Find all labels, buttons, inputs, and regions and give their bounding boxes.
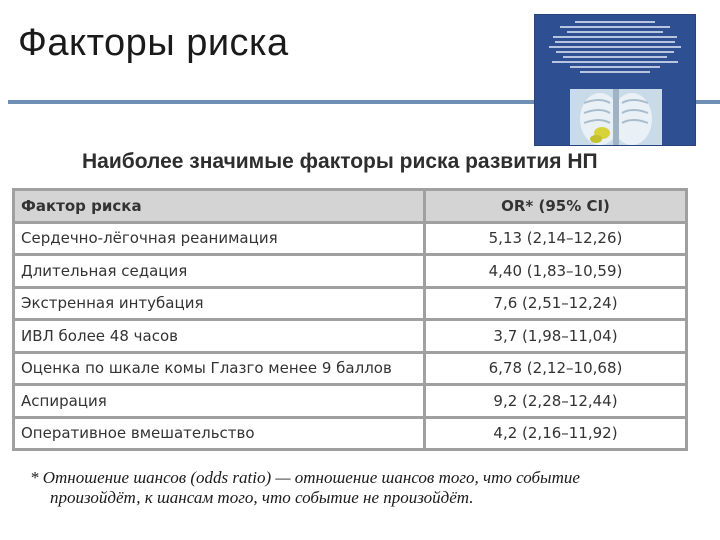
- column-header-or: OR* (95% CI): [426, 191, 685, 224]
- column-header-factor: Фактор риска: [15, 191, 426, 224]
- book-cover-image: [534, 14, 696, 146]
- factor-cell: Аспирация: [15, 386, 426, 419]
- or-cell: 3,7 (1,98–11,04): [426, 321, 685, 354]
- or-cell: 4,2 (2,16–11,92): [426, 419, 685, 449]
- table-row: [15, 256, 685, 289]
- or-cell: 9,2 (2,28–12,44): [426, 386, 685, 419]
- footnote: [30, 468, 700, 508]
- or-cell: 7,6 (2,51–12,24): [426, 289, 685, 322]
- factor-cell: Оперативное вмешательство: [15, 419, 426, 449]
- risk-factor-table: [12, 188, 688, 451]
- cover-text-lines: [545, 21, 685, 76]
- table-row: [15, 289, 685, 322]
- or-cell: 6,78 (2,12–10,68): [426, 354, 685, 387]
- table-row: [15, 224, 685, 257]
- factor-cell: Экстренная интубация: [15, 289, 426, 322]
- or-cell: 5,13 (2,14–12,26): [426, 224, 685, 257]
- factor-cell: ИВЛ более 48 часов: [15, 321, 426, 354]
- factor-cell: Длительная седация: [15, 256, 426, 289]
- or-cell: 4,40 (1,83–10,59): [426, 256, 685, 289]
- chest-xray-icon: [570, 89, 662, 145]
- table-row: [15, 321, 685, 354]
- factor-cell: Оценка по шкале комы Глазго менее 9 баллов: [15, 354, 426, 387]
- factor-cell: Сердечно-лёгочная реанимация: [15, 224, 426, 257]
- table-row: [15, 354, 685, 387]
- table-heading: Наиболее значимые факторы риска развития НП: [82, 150, 598, 173]
- footnote-line-1: * Отношение шансов (odds ratio) — отношение шансов того, что событие: [30, 468, 580, 487]
- table-row: [15, 386, 685, 419]
- footnote-line-2: произойдёт, к шансам того, что событие не произойдёт.: [50, 488, 474, 507]
- slide-title: Факторы риска: [18, 22, 289, 64]
- table-header-row: [15, 191, 685, 224]
- table-row: [15, 419, 685, 449]
